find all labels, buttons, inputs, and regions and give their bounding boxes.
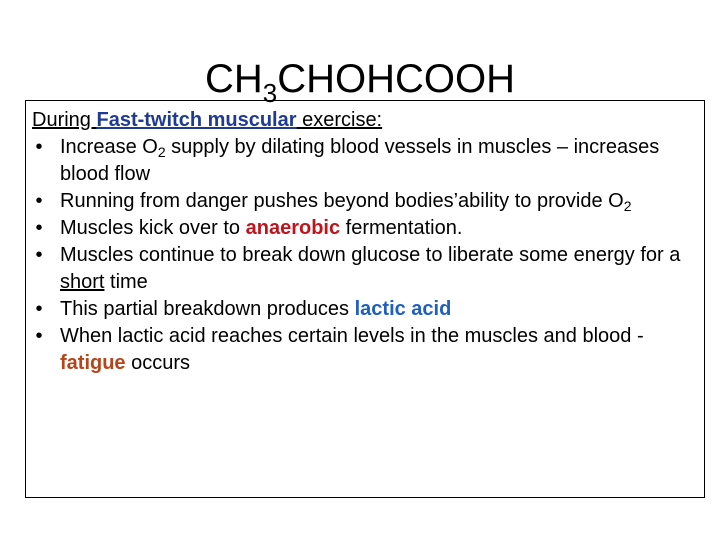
bullet-text: When lactic acid reaches certain levels in the muscles and blood - bbox=[60, 325, 644, 347]
bullet-item bbox=[32, 323, 698, 377]
bullet-text: time bbox=[104, 271, 148, 293]
bullet-text: Muscles kick over to bbox=[60, 217, 246, 239]
bullet-list bbox=[32, 134, 698, 377]
bullet-text: Increase O bbox=[60, 136, 158, 158]
bullet-item bbox=[32, 215, 698, 242]
content-box bbox=[25, 100, 705, 498]
bullet-icon: • bbox=[35, 136, 43, 158]
bullet-item bbox=[32, 134, 698, 188]
intro-text-1: During bbox=[32, 109, 97, 131]
bullet-icon: • bbox=[35, 325, 43, 347]
subscript: 2 bbox=[157, 144, 166, 160]
bullet-item bbox=[32, 188, 698, 215]
title-suffix: CHOHCOOH bbox=[277, 56, 516, 101]
bullet-text: Running from danger pushes beyond bodies’ability to provide O bbox=[60, 190, 624, 212]
bullet-text: This partial breakdown produces bbox=[60, 298, 355, 320]
slide-title bbox=[0, 55, 720, 108]
title-prefix: CH bbox=[204, 56, 263, 101]
intro-text-2: exercise: bbox=[296, 109, 383, 131]
bullet-text: supply by dilating blood vessels in muscles – increases blood flow bbox=[60, 136, 660, 185]
bullet-text: fermentation. bbox=[340, 217, 463, 239]
bullet-item bbox=[32, 242, 698, 296]
bullet-item bbox=[32, 296, 698, 323]
bullet-icon: • bbox=[35, 244, 43, 266]
bullet-icon: • bbox=[35, 190, 43, 212]
lactic-acid-highlight: lactic acid bbox=[354, 298, 452, 320]
bullet-icon: • bbox=[35, 298, 43, 320]
subscript: 2 bbox=[623, 198, 632, 214]
fast-twitch-highlight: Fast-twitch muscular bbox=[96, 109, 297, 131]
title-subscript: 3 bbox=[262, 77, 278, 108]
anaerobic-highlight: anaerobic bbox=[245, 217, 341, 239]
bullet-text: Muscles continue to break down glucose to liberate some energy for a bbox=[60, 244, 681, 266]
intro-line bbox=[32, 107, 698, 134]
bullet-text: occurs bbox=[125, 352, 191, 374]
short-underlined: short bbox=[60, 271, 105, 293]
bullet-icon: • bbox=[35, 217, 43, 239]
fatigue-highlight: fatigue bbox=[60, 352, 126, 374]
